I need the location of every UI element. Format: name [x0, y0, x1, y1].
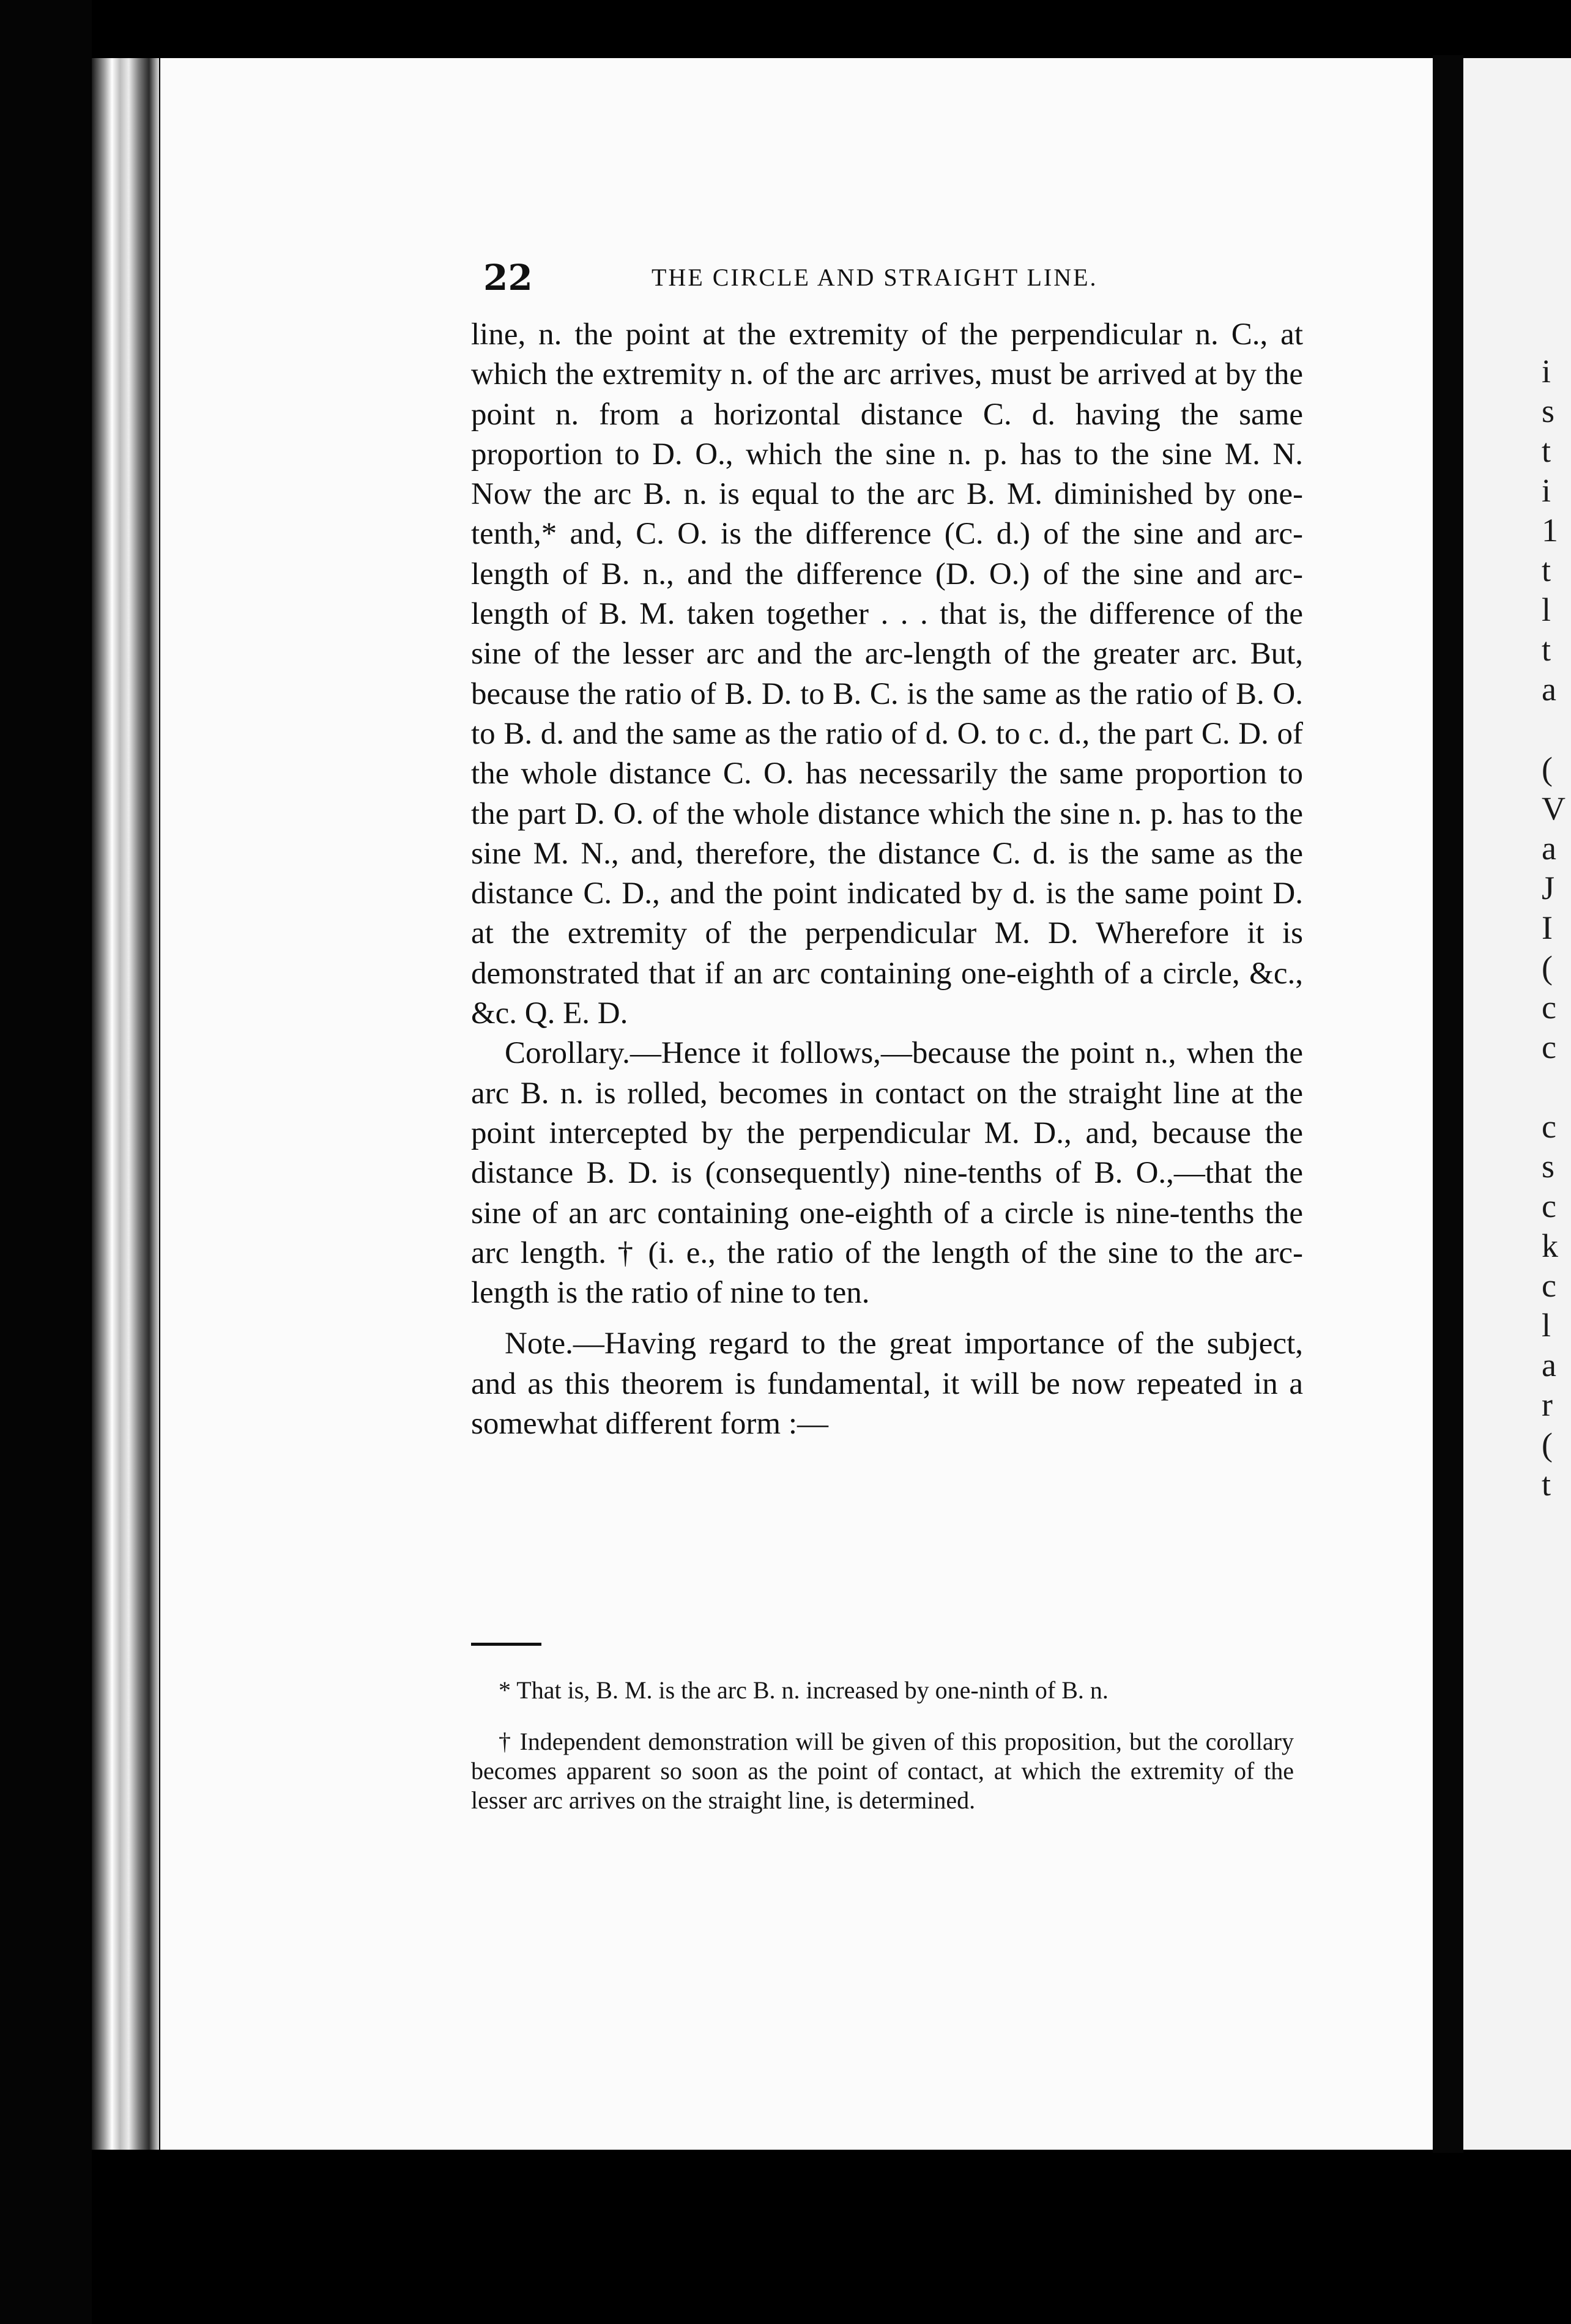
page-number: 22 — [483, 257, 533, 298]
adjacent-page-char: s — [1542, 1148, 1555, 1185]
adjacent-page-char: r — [1542, 1386, 1553, 1423]
adjacent-page-char: J — [1542, 870, 1555, 906]
book-binding-edge — [92, 58, 159, 2150]
page-gutter — [1433, 55, 1463, 2153]
adjacent-page-char: l — [1542, 1307, 1551, 1344]
footnote-1: * That is, B. M. is the arc B. n. increased by one-ninth of B. n. — [499, 1676, 1109, 1704]
adjacent-page-char: I — [1542, 909, 1553, 946]
adjacent-page-char — [1542, 1067, 1571, 1107]
running-head: THE CIRCLE AND STRAIGHT LINE. — [652, 264, 1098, 291]
adjacent-page-char: 1 — [1542, 512, 1558, 549]
adjacent-page-char: c — [1542, 1029, 1556, 1065]
scan-border-left — [0, 0, 92, 2324]
adjacent-page-char: t — [1542, 631, 1551, 668]
paragraph-proof: line, n. the point at the extremity of the perpendicular n. C., at which the extremity n. of the arc arrives, must be arrived at by the point n. from a horizontal distance C. d. having the same proportion to D. O., which the sine n. p. has to the sine M. N. Now the arc B. n. is equal to the arc B. M. diminished by one-tenth,* and, C. O. is the difference (C. d.) of the sine and arc-length of B. n., and the difference (D. O.) of the sine and arc-length of B. M. taken together . . . that is, the difference of the sine of the lesser arc and the arc-length of the greater arc. But, because the ratio of B. D. to B. C. is the same as the ratio of B. O. to B. d. and the same as the ratio of d. O. to c. d., the part C. D. of the whole distance C. O. has necessarily the same proportion to the part D. O. of the whole distance which the sine n. p. has to the sine M. N., and, therefore, the distance C. d. is the same as the distance C. D., and the point indicated by d. is the same point D. at the extremity of the perpendicular M. D. Wherefore it is demonstrated that if an arc containing one-eighth of a circle, &c., &c. Q. E. D. — [471, 317, 1303, 1031]
adjacent-page-char — [1542, 709, 1571, 749]
adjacent-page-char: i — [1542, 353, 1551, 390]
footnotes — [471, 1676, 1294, 1815]
adjacent-page-edge — [1463, 58, 1571, 2150]
adjacent-page-char: ( — [1542, 1426, 1553, 1463]
adjacent-page-char: c — [1542, 1188, 1556, 1224]
adjacent-page-char: l — [1542, 591, 1551, 628]
adjacent-page-char: t — [1542, 1466, 1551, 1503]
adjacent-page-char: ( — [1542, 949, 1553, 986]
adjacent-page-char: i — [1542, 472, 1551, 509]
adjacent-page-char: a — [1542, 1347, 1556, 1383]
page-header — [483, 257, 1139, 300]
paragraph-note: Note.—Having regard to the great importance of the subject, and as this theorem is fundamental, it will be now repeated in a somewhat different form :— — [471, 1327, 1303, 1441]
adjacent-page-char: c — [1542, 989, 1556, 1026]
adjacent-page-char: a — [1542, 830, 1556, 867]
adjacent-page-char: t — [1542, 552, 1551, 588]
adjacent-page-char: c — [1542, 1267, 1556, 1304]
adjacent-page-char: V — [1542, 790, 1565, 827]
adjacent-page-text — [1542, 352, 1571, 1504]
adjacent-page-char: s — [1542, 393, 1555, 429]
adjacent-page-char: c — [1542, 1108, 1556, 1145]
adjacent-page-char: k — [1542, 1227, 1558, 1264]
paragraph-corollary: Corollary.—Hence it follows,—because the point n., when the arc B. n. is rolled, becomes in contact on the straight line at the point intercepted by the perpendicular M. D., and, because the distance B. D. is (consequently) nine-tenths of B. O.,—that the sine of an arc containing one-eighth of a circle is nine-tenths the arc length. † (i. e., the ratio of the length of the sine to the arc-length is the ratio of nine to ten. — [471, 1036, 1303, 1311]
adjacent-page-char: ( — [1542, 750, 1553, 787]
body-text — [471, 315, 1303, 1444]
footnote-divider — [471, 1643, 541, 1646]
footnote-2: † Independent demonstration will be given of this proposition, but the corollary becomes apparent so soon as the point of contact, at which the extremity of the lesser arc arrives on the straight line, is determined. — [471, 1728, 1294, 1814]
adjacent-page-char: t — [1542, 432, 1551, 469]
adjacent-page-char: a — [1542, 671, 1556, 708]
